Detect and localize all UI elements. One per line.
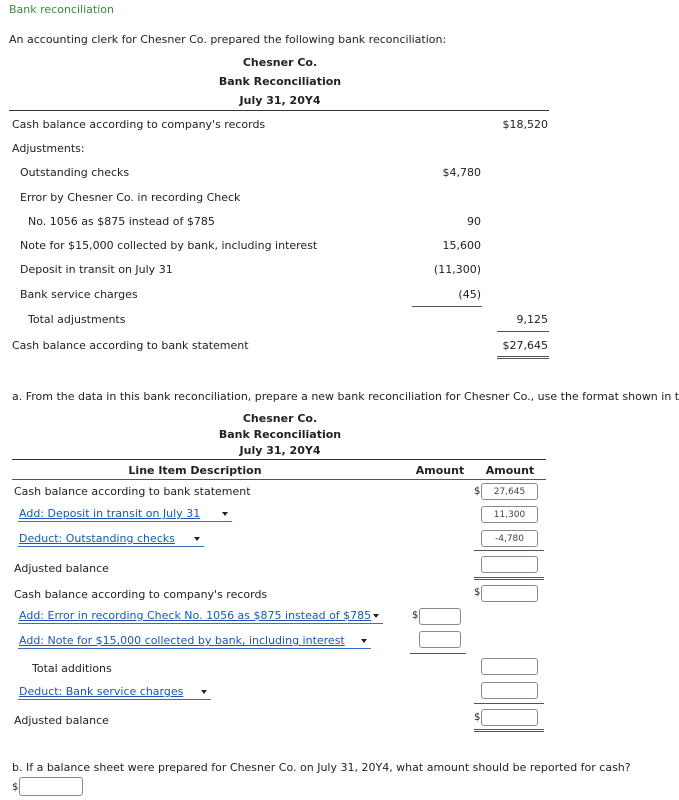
double-rule-1-bottom (474, 579, 544, 580)
orig-row-col1: 15,600 (442, 239, 481, 252)
orig-row-col1: (11,300) (433, 263, 481, 276)
part-a-title: Bank Reconciliation (218, 428, 342, 441)
caret-down-icon (201, 690, 207, 694)
orig-header-rule (9, 110, 549, 111)
dropdown-label: Deduct: Bank service charges (19, 685, 184, 698)
orig-row-col2: $18,520 (502, 118, 548, 131)
total-additions-input[interactable] (481, 658, 538, 675)
orig-row-label: Error by Chesner Co. in recording Check (20, 191, 241, 204)
orig-row-label: Note for $15,000 collected by bank, including interest (20, 239, 318, 252)
deposit-in-transit-input[interactable]: 11,300 (481, 506, 538, 523)
orig-row-col1: $4,780 (442, 166, 481, 179)
part-a-column-rule (12, 479, 546, 480)
currency-symbol: $ (474, 712, 481, 723)
orig-row-label: Total adjustments (28, 313, 126, 326)
orig-double-rule-top (497, 356, 549, 357)
orig-subtotal-rule (412, 306, 482, 307)
double-rule-1-top (474, 577, 544, 578)
orig-row-col2: 9,125 (516, 313, 548, 326)
orig-row-label: Cash balance according to bank statement (12, 339, 249, 352)
adjusted-balance-label-1: Adjusted balance (14, 562, 109, 575)
adjusted-balance-label-2: Adjusted balance (14, 714, 109, 727)
bank-statement-label: Cash balance according to bank statement (14, 485, 251, 498)
dropdown-label: Add: Error in recording Check No. 1056 as $875 instead of $785 (19, 609, 372, 622)
cash-amount-input[interactable] (19, 777, 83, 796)
note-collected-input[interactable] (419, 631, 461, 648)
part-b-prompt: b. If a balance sheet were prepared for Chesner Co. on July 31, 20Y4, what amount should be reported for cash? (12, 761, 631, 774)
bank-balance-input[interactable]: 27,645 (481, 483, 538, 500)
caret-down-icon (361, 639, 367, 643)
bank-service-charges-input[interactable] (481, 682, 538, 699)
orig-double-rule-bottom (497, 358, 549, 359)
caret-down-icon (194, 537, 200, 541)
header-line-item-description: Line Item Description (128, 464, 262, 477)
orig-row-label: Bank service charges (20, 288, 138, 301)
orig-date: July 31, 20Y4 (239, 94, 321, 107)
outstanding-checks-dropdown[interactable] (18, 532, 204, 547)
part-a-date: July 31, 20Y4 (239, 444, 321, 457)
dropdown-label: Add: Deposit in transit on July 31 (19, 507, 201, 520)
currency-symbol: $ (474, 486, 481, 497)
company-balance-input[interactable] (481, 585, 538, 602)
subtotal-rule-2 (474, 703, 544, 704)
dropdown-label: Add: Note for $15,000 collected by bank, including interest (19, 634, 345, 647)
orig-row-label: Deposit in transit on July 31 (20, 263, 173, 276)
double-rule-2-top (474, 729, 544, 730)
part-a-prompt: a. From the data in this bank reconciliation, prepare a new bank reconciliation for Chesner Co., use the format shown in t (12, 390, 679, 403)
header-amount-1: Amount (415, 464, 465, 477)
orig-row-label: Outstanding checks (20, 166, 130, 179)
error-check-dropdown[interactable] (18, 609, 383, 624)
dropdown-label: Deduct: Outstanding checks (19, 532, 175, 545)
orig-row-col1: 90 (467, 215, 481, 228)
currency-symbol: $ (474, 587, 481, 598)
orig-row-col2: $27,645 (502, 339, 548, 352)
orig-row-label: No. 1056 as $875 instead of $785 (28, 215, 215, 228)
orig-row-label: Cash balance according to company's records (12, 118, 266, 131)
additions-rule (410, 653, 466, 654)
deposit-in-transit-dropdown[interactable] (18, 507, 232, 522)
intro-text: An accounting clerk for Chesner Co. prepared the following bank reconciliation: (9, 33, 447, 46)
header-amount-2: Amount (485, 464, 535, 477)
total-additions-label: Total additions (32, 662, 112, 675)
adjusted-balance-input-1[interactable] (481, 556, 538, 573)
part-a-header-rule (12, 459, 546, 460)
part-a-company: Chesner Co. (242, 412, 318, 425)
currency-symbol: $ (12, 782, 19, 793)
subtotal-rule-1 (474, 550, 544, 551)
orig-row-col1: (45) (458, 288, 481, 301)
adjusted-balance-input-2[interactable] (481, 709, 538, 726)
caret-down-icon (222, 512, 228, 516)
currency-symbol: $ (412, 610, 419, 621)
bank-service-charges-dropdown[interactable] (18, 685, 211, 700)
orig-title: Bank Reconciliation (218, 75, 342, 88)
outstanding-checks-input[interactable]: -4,780 (481, 530, 538, 547)
orig-total-rule (497, 331, 549, 332)
error-check-input[interactable] (419, 608, 461, 625)
double-rule-2-bottom (474, 731, 544, 732)
caret-down-icon (373, 614, 379, 618)
company-records-label: Cash balance according to company's records (14, 588, 268, 601)
note-collected-dropdown[interactable] (18, 634, 371, 649)
orig-row-label: Adjustments: (12, 142, 85, 155)
orig-company: Chesner Co. (242, 56, 318, 69)
breadcrumb[interactable]: Bank reconciliation (9, 3, 114, 16)
